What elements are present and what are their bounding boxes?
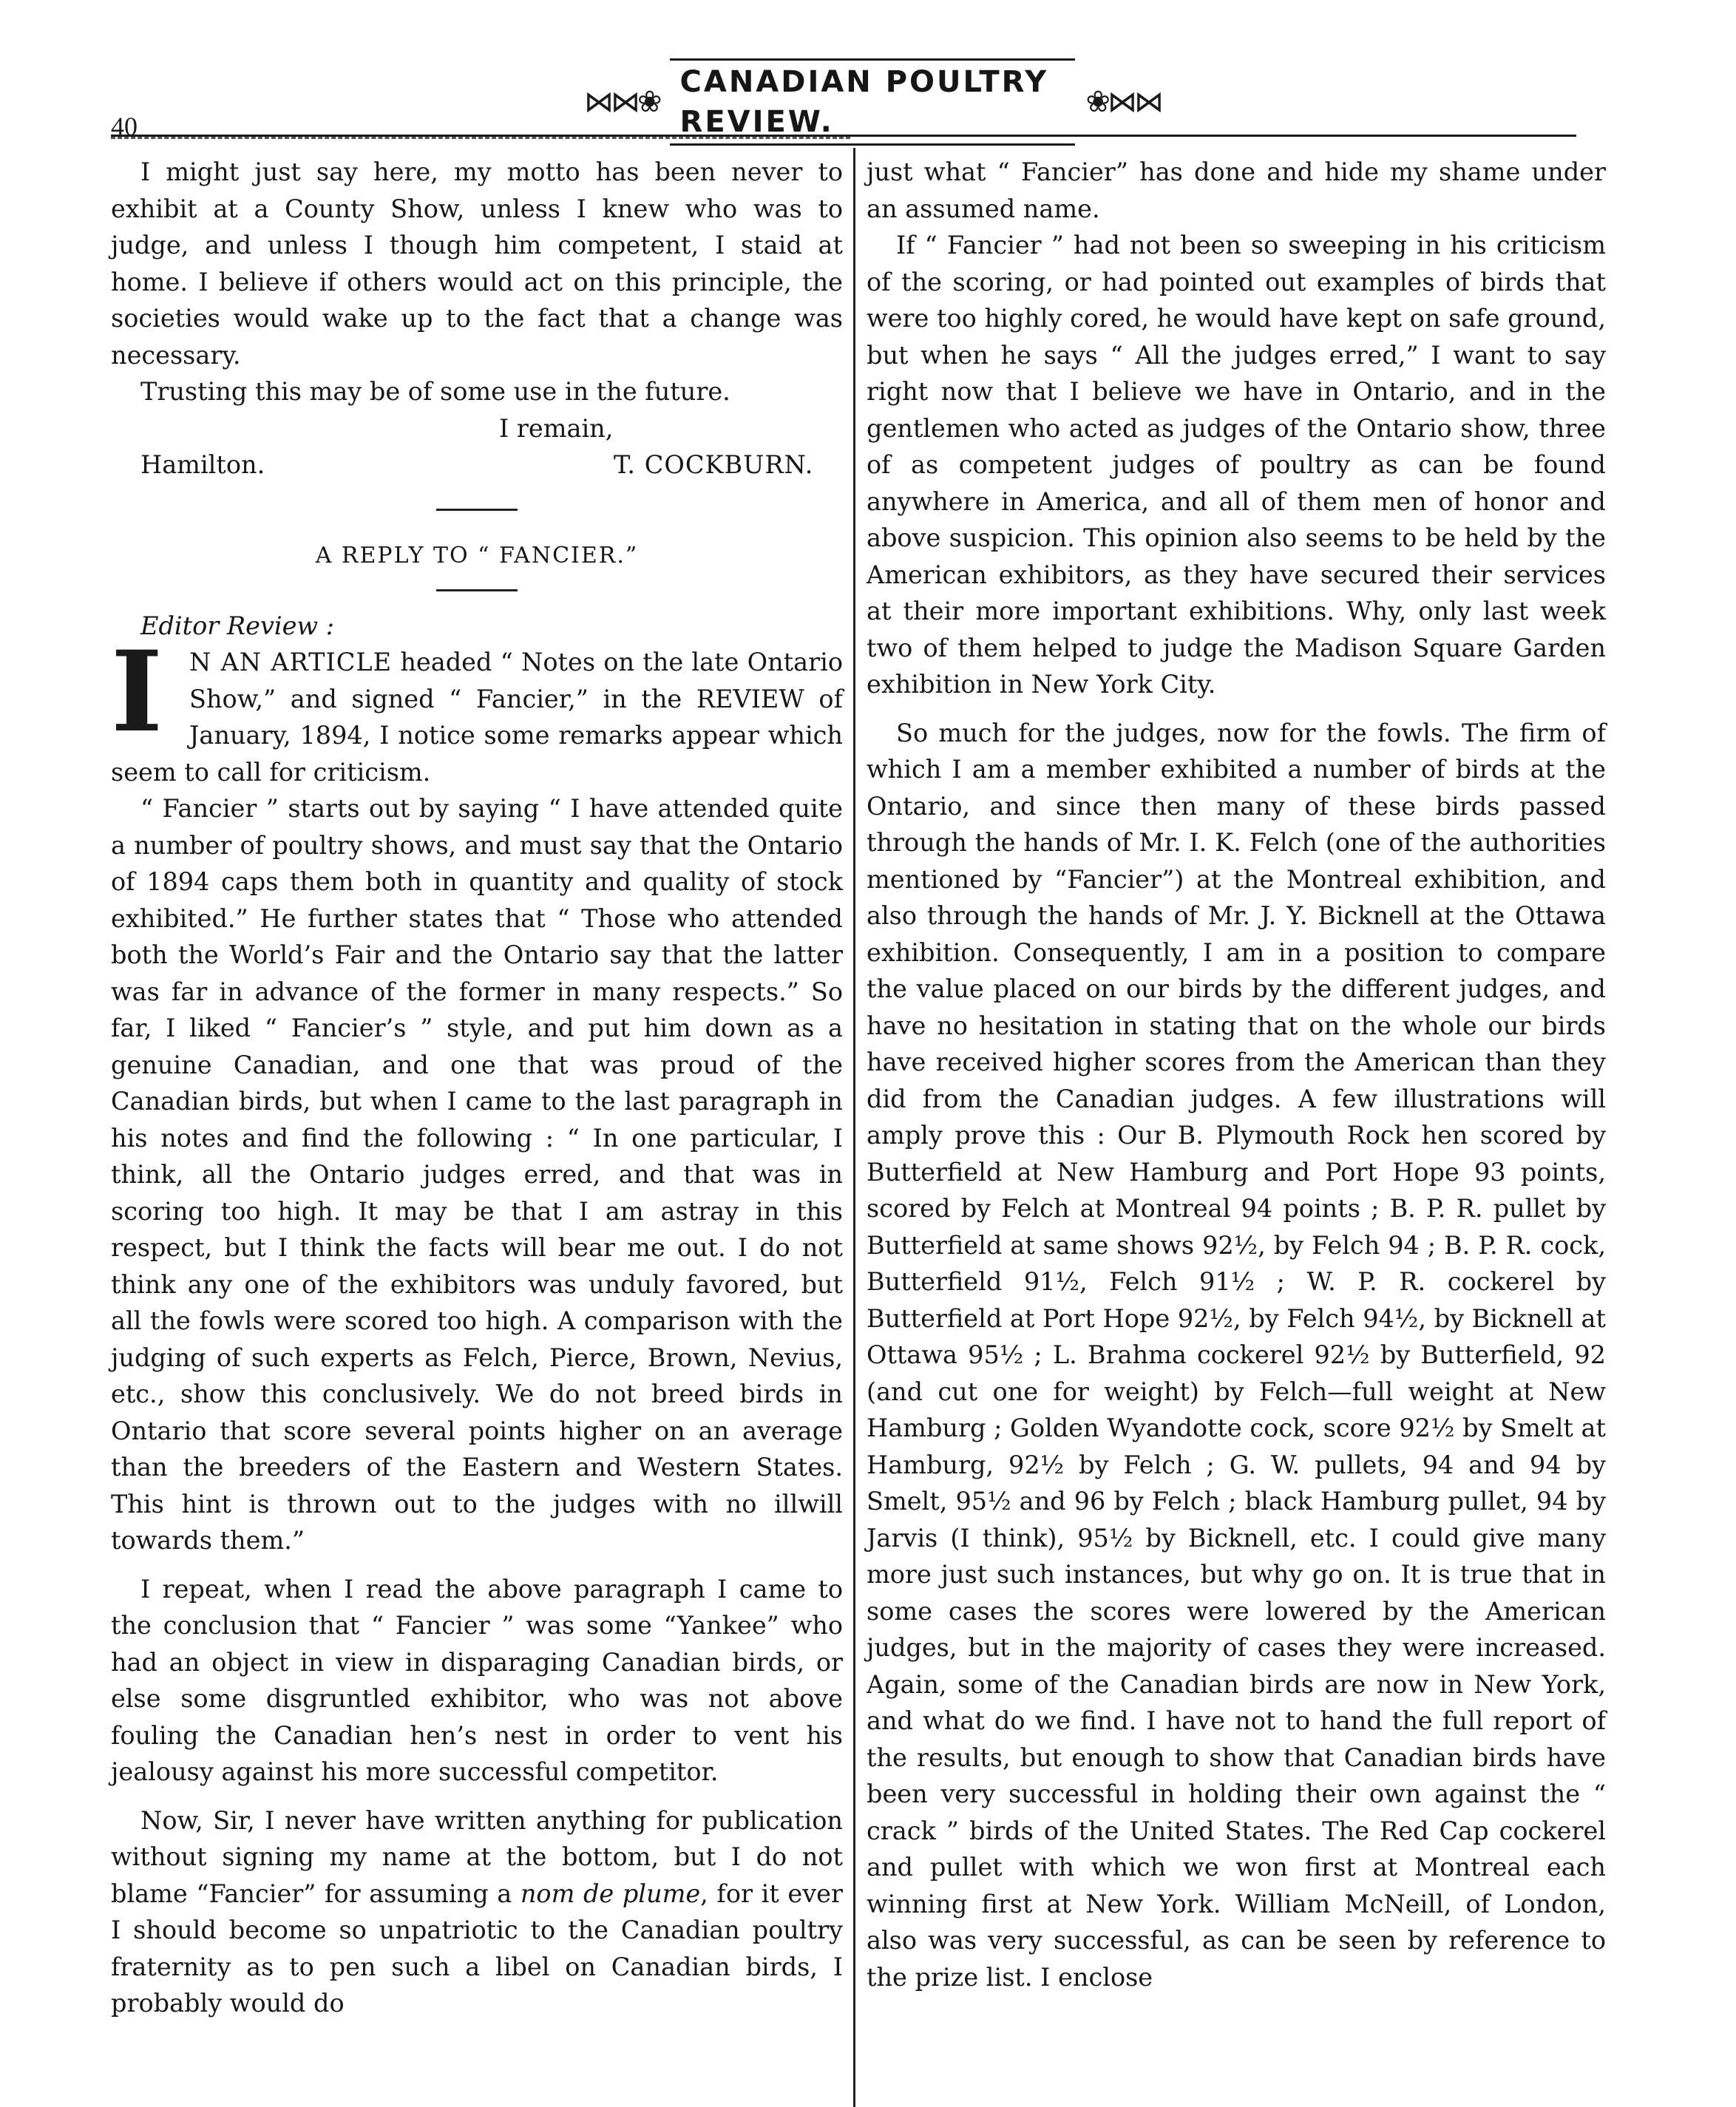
intro-lead: N AN ARTICLE <box>189 648 393 676</box>
closing-text: I remain, <box>499 413 614 443</box>
intro-paragraph <box>111 627 843 790</box>
page-number: 40 <box>111 112 138 141</box>
paragraph-trusting: Trusting this may be of some use in the future. <box>140 377 730 406</box>
publication-title: CANADIAN POULTRY REVIEW. <box>670 58 1076 146</box>
masthead <box>584 65 1161 139</box>
column-divider <box>853 148 855 2107</box>
paragraph-judges-fowls: So much for the judges, now for the fowls. The firm of which I am a member exhibited a number of birds at the Ontario, and since then many of these birds passed through the hands of Mr. I. K. Felch (one of the authorities mentioned by “Fancier”) at the Montreal exhibition, and also through the hands of Mr. J. Y. Bicknell at the Ottawa exhibition. Consequently, I am in a position to compare the value placed on our birds by the different judges, and have no hesitation in stating that on the whole our birds have received higher scores from the American than they did from the Canadian judges. A few illustrations will amply prove this : Our B. Plymouth Rock hen scored by Butterfield at New Hamburg and Port Hope 93 points, scored by Felch at Montreal 94 points ; B. P. R. pullet by Butterfield at same shows 92½, by Felch 94 ; B. P. R. cock, Butterfield 91½, Felch 91½ ; W. P. R. cockerel by Butterfield at Port Hope 92½, by Felch 94½, by Bicknell at Ottawa 95½ ; L. Brahma cockerel 92½ by Butterfield, 92 (and cut one for weight) by Felch—full weight at New Hamburg ; Golden Wyandotte cock, score 92½ by Smelt at Hamburg, 92½ by Felch ; G. W. pullets, 94 and 94 by Smelt, 95½ and 96 by Felch ; black Hamburg pullet, 94 by Jarvis (I think), 95½ by Bicknell, etc. I could give many more just such instances, but why go on. It is true that in some cases the scores were lowered by the American judges, but in the majority of cases they were increased. Again, some of the Canadian birds are now in New York, and what do we find. I have not to hand the full report of the results, but enough to show that Canadian birds have been very successful in holding their own against the “ crack ” birds of the United States. The Red Cap cockerel and pullet with which we won first at Montreal each winning first at New York. William McNeill, of London, also was very successful, as can be seen by reference to the prize list. I enclose <box>867 718 1606 1992</box>
section-heading: A REPLY TO “ FANCIER.” <box>315 542 639 569</box>
closing-line <box>111 410 843 447</box>
section-divider-bottom <box>436 589 518 591</box>
right-column <box>867 154 1606 1995</box>
intro-text <box>111 627 843 790</box>
paragraph-repeat: I repeat, when I read the above paragraph I came to the conclusion that “ Fancier ” was some “Yankee” who had an object in view in disparaging Canadian birds, or else some disgruntled exhibitor, who was not above fouling the Canadian hen’s nest in order to vent his jealousy against his more successful competitor. <box>111 1574 843 1786</box>
signature-line <box>111 447 843 484</box>
intro-rest: headed “ Notes on the late Ontario Show,” and signed “ Fancier,” in the REVIEW of January, 1894, I notice some remarks appear which seem to call for criticism. <box>111 648 843 787</box>
left-column <box>111 154 843 2022</box>
now-sir-text-b: , for it ever I should become so unpatriotic to the Canadian poultry fraternity as to pen such a libel on Canadian birds, I probably would do <box>111 1879 843 2018</box>
paragraph-sweeping: If “ Fancier ” had not been so sweeping in his criticism of the scoring, or had pointed out examples of birds that were too highly cored, he would have kept on safe ground, but when he says “ All the judges erred,” I want to say right now that I believe we have in Ontario, and in the gentlemen who acted as judges of the Ontario show, three of as competent judges of poultry as can be found anywhere in America, and all of them men of honor and above suspicion. This opinion also seems to be held by the American exhibitors, as they have secured their services at their more important exhibitions. Why, only last week two of them helped to judge the Madison Square Garden exhibition in New York City. <box>867 231 1606 699</box>
place-text: Hamilton. <box>140 450 265 479</box>
ornament-left-icon: ⋈⋈❀ <box>584 85 660 119</box>
drop-cap: I <box>111 627 163 757</box>
paragraph-fancier-quote: “ Fancier ” starts out by saying “ I have attended quite a number of poultry shows, and must say that the Ontario of 1894 caps them both in quantity and quality of stock exhibited.” He further states that “ Those who attended both the World’s Fair and the Ontario say that the latter was far in advance of the former in many respects.” So far, I liked “ Fancier’s ” style, and put him down as a genuine Canadian, and one that was proud of the Canadian birds, but when I came to the last paragraph in his notes and find the following : “ In one particular, I think, all the Ontario judges erred, and that was in scoring too high. It may be that I am astray in this respect, but I think the facts will bear me out. I do not think any one of the exhibitors was unduly favored, but all the fowls were scored too high. A comparison with the judging of such experts as Felch, Pierce, Brown, Nevius, etc., show this conclusively. We do not breed birds in Ontario that score several points higher on an average than the breeders of the Eastern and Western States. This hint is thrown out to the judges with no illwill towards them.” <box>111 794 843 1555</box>
paragraph-motto: I might just say here, my motto has been never to exhibit at a County Show, unless I knew who was to judge, and unless I though him competent, I staid at home. I believe if others would act on this principle, the societies would wake up to the fact that a change was necessary. <box>111 157 843 370</box>
signature-text: T. COCKBURN. <box>614 450 814 479</box>
now-sir-text-a: Now, Sir, I never have written anything for publication without signing my name at the bottom, but I do not blame “Fancier” for assuming a <box>111 1805 843 1908</box>
nom-de-plume: nom de plume <box>520 1879 701 1908</box>
ornament-right-icon: ❀⋈⋈ <box>1085 85 1161 119</box>
paragraph-continuation: just what “ Fancier” has done and hide my shame under an assumed name. <box>867 157 1606 223</box>
header-dashed-rule <box>111 137 850 139</box>
page-header <box>0 0 1736 148</box>
section-divider-top <box>436 509 518 511</box>
paragraph-now-sir <box>111 1802 843 2022</box>
salutation: Editor Review : <box>140 611 335 640</box>
